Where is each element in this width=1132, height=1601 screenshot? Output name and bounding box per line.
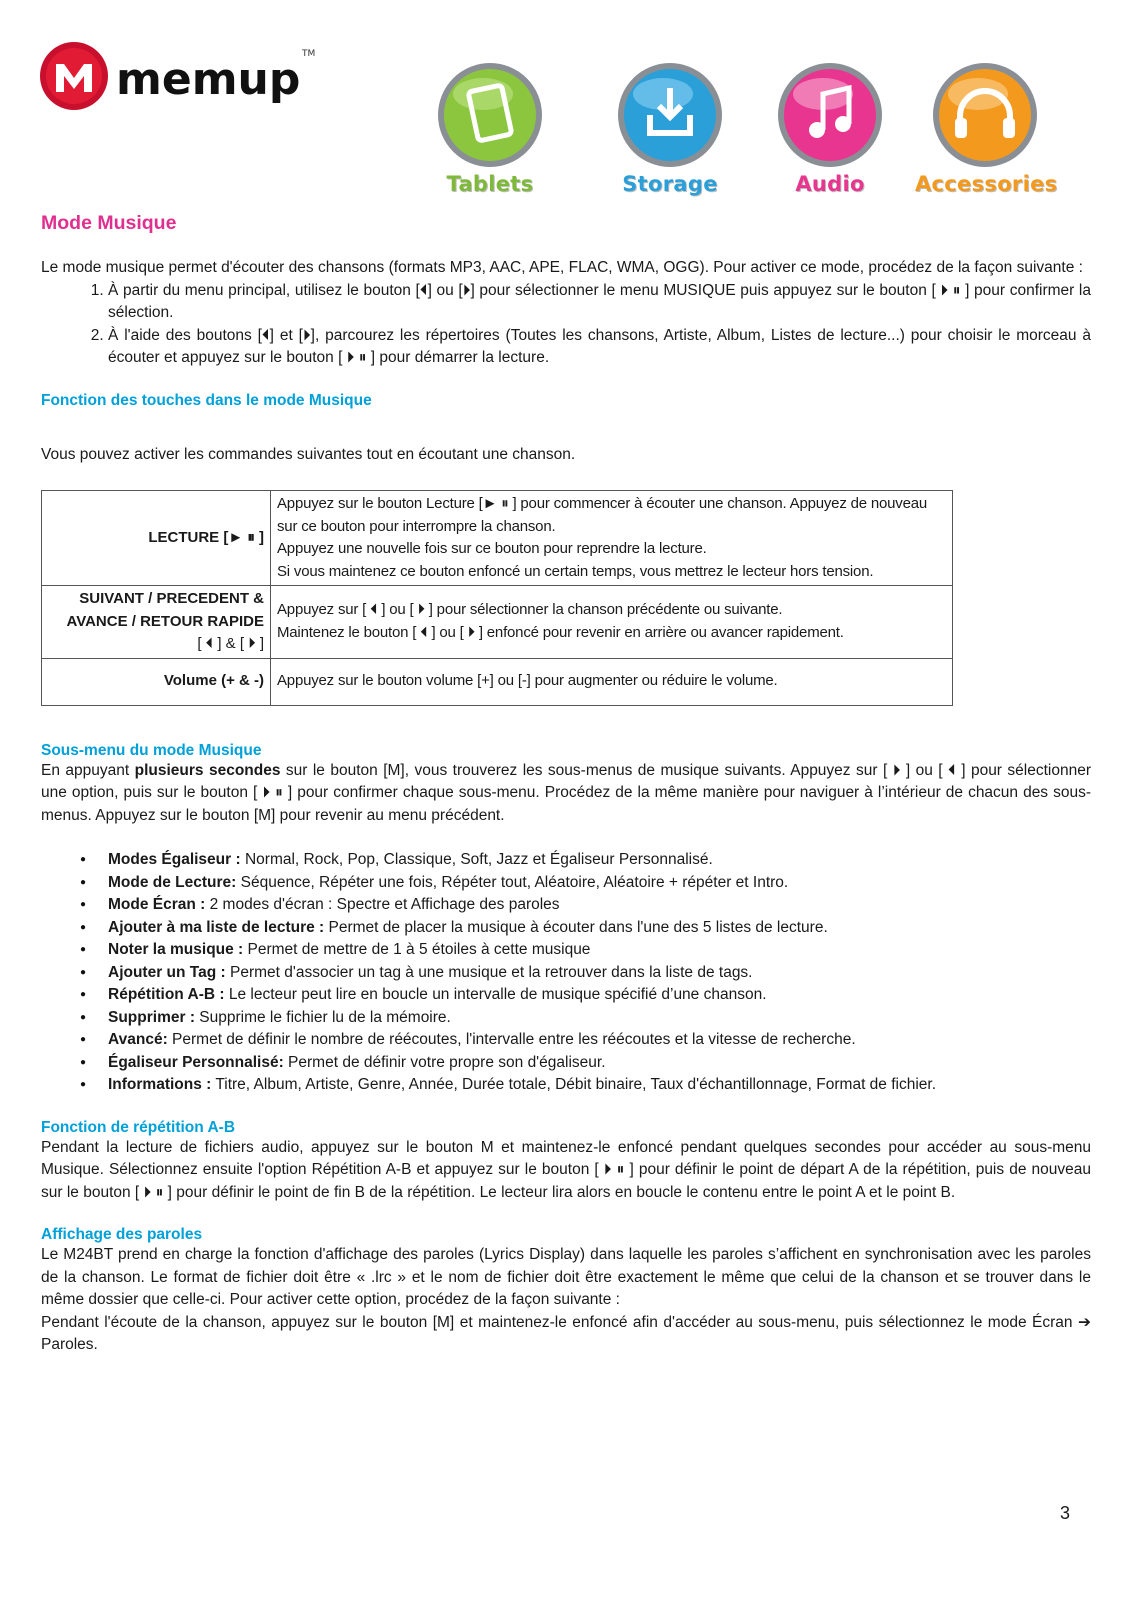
value-line: Appuyez une nouvelle fois sur ce bouton pour reprendre la lecture. [277, 540, 707, 557]
keys-heading: Fonction des touches dans le mode Musique [41, 391, 372, 409]
music-note-icon [775, 60, 885, 170]
ab-paragraph: Pendant la lecture de fichiers audio, appuyez sur le bouton M et maintenez-le enfoncé pendant quelques secondes pour accéder au sous-menu Musique. Sélectionnez ensuite l'option Répétition A-B et appuyez sur le bouton [ ⏵ ⏸ ] pour définir le point de départ A de la répétition, puis de nouveau sur le bouton [ ⏵ ⏸ ] pour définir le point de fin B de la répétition. Le lecteur lira alors en boucle le contenu entre le point A et le point B. [41, 1138, 1091, 1201]
tablet-icon [435, 60, 545, 170]
category-banner [420, 60, 1100, 210]
category-label-storage: Storage [622, 172, 718, 196]
key-cell: LECTURE [► ⏸ ] [42, 491, 271, 586]
table-row [42, 491, 953, 586]
list-item [108, 1029, 1091, 1052]
step-item: 1. À partir du menu principal, utilisez le bouton [⏴] ou [⏵] pour sélectionner le menu MUSIQUE puis appuyez sur le bouton [ ⏵ ⏸ ] pour confirmer la sélection. [108, 280, 1091, 325]
submenu-heading: Sous-menu du mode Musique [41, 741, 262, 759]
value-line: Si vous maintenez ce bouton enfoncé un certain temps, vous mettrez le lecteur hors tension. [277, 562, 874, 580]
headphones-icon [930, 60, 1040, 170]
value-cell [271, 658, 953, 705]
category-audio [760, 60, 900, 196]
item-text: Normal, Rock, Pop, Classique, Soft, Jazz et Égaliseur Personnalisé. [240, 851, 713, 868]
item-text: Permet d'associer un tag à une musique et la retrouver dans la liste de tags. [225, 963, 753, 981]
key-cell [42, 586, 271, 659]
submenu-bold: plusieurs secondes [134, 761, 281, 779]
item-text: Permet de définir le nombre de réécoutes, l'intervalle entre les réécoutes et la vitesse de recherche. [167, 1031, 856, 1048]
category-accessories [915, 60, 1058, 196]
page-title: Mode Musique [41, 212, 177, 234]
key-cell: Volume (+ & -) [42, 658, 271, 705]
key-sublabel: [ ⏴ ] & [ ⏵ ] [197, 635, 264, 652]
memup-logo [38, 40, 338, 120]
item-text: 2 modes d'écran : Spectre et Affichage des paroles [205, 896, 560, 913]
item-label: Avancé: [108, 1031, 168, 1048]
item-label: Supprimer : [108, 1008, 195, 1026]
list-item [108, 962, 1091, 985]
list-item [108, 872, 1091, 895]
item-label: Égaliseur Personnalisé: [108, 1053, 284, 1071]
item-text: Titre, Album, Artiste, Genre, Année, Durée totale, Débit binaire, Taux d'échantillonnage, Format de fichier. [211, 1076, 937, 1093]
item-label: Modes Égaliseur : [108, 851, 241, 868]
logo-trademark: TM [302, 49, 316, 59]
list-item [108, 1052, 1091, 1075]
item-text: Permet de définir votre propre son d'égaliseur. [283, 1053, 606, 1071]
submenu-paragraph [41, 760, 1091, 828]
category-tablets [420, 60, 560, 196]
list-item [108, 939, 1091, 962]
table-row [42, 586, 953, 659]
item-label: Mode Écran : [108, 896, 206, 913]
value-line: Appuyez sur [ ⏴ ] ou [ ⏵ ] pour sélectionner la chanson précédente ou suivante. [277, 601, 783, 619]
item-text: Permet de mettre de 1 à 5 étoiles à cette musique [243, 941, 591, 958]
value-line: Maintenez le bouton [ ⏴ ] ou [ ⏵ ] enfoncé pour revenir en arrière ou avancer rapidement. [277, 623, 844, 641]
item-text: Permet de placer la musique à écouter dans l'une des 5 listes de lecture. [324, 918, 828, 936]
item-text: Séquence, Répéter une fois, Répéter tout, Aléatoire, Aléatoire + répéter et Intro. [236, 873, 789, 891]
lyrics-paragraph: Le M24BT prend en charge la fonction d'affichage des paroles (Lyrics Display) dans laquelle les paroles s’affichent en synchronisation avec les paroles de la chanson. Le format de fichier doit être « .lrc » et le nom de fichier doit être exactement le même que celui de la chanson et se trouver dans le même dossier que celle-ci. Pour activer cette option, procédez de la façon suivante : [41, 1246, 1091, 1308]
submenu-text: sur le bouton [M], vous trouverez les sous-menus de musique suivants. Appuyez sur [ ⏵ ] ou [ ⏴ ] pour sélectionner une option, puis sur le bouton [ ⏵ ⏸ ] pour confirmer chaque sous-menu. Procédez de la même manière pour naviguer à l’intérieur de chacun des sous-menus. Appuyez sur le bouton [M] pour revenir au menu précédent. [41, 761, 1091, 824]
category-label-audio: Audio [795, 172, 865, 196]
submenu-list [41, 849, 1091, 1097]
logo-text: memup [116, 54, 301, 105]
item-label: Répétition A-B : [108, 986, 225, 1003]
category-label-tablets: Tablets [446, 172, 534, 196]
intro-paragraph: Le mode musique permet d'écouter des chansons (formats MP3, AAC, APE, FLAC, WMA, OGG). Pour activer ce mode, procédez de la façon suivante : [41, 259, 1083, 276]
list-item [108, 894, 1091, 917]
lyrics-heading: Affichage des paroles [41, 1226, 203, 1243]
item-label: Ajouter à ma liste de lecture : [108, 918, 325, 936]
list-item [108, 849, 1091, 872]
item-label: Noter la musique : [108, 941, 244, 958]
keys-table [41, 490, 953, 706]
category-label-accessories: Accessories [915, 172, 1058, 196]
steps-list [41, 280, 1091, 370]
item-label: Mode de Lecture: [108, 873, 237, 891]
value-line: Appuyez sur le bouton Lecture [► ⏸ ] pour commencer à écouter une chanson. Appuyez de nouveau sur ce bouton pour interrompre la chanson. [277, 495, 927, 535]
table-row [42, 658, 953, 705]
list-item [108, 1007, 1091, 1030]
step-item: 2. À l'aide des boutons [⏴] et [⏵], parcourez les répertoires (Toutes les chansons, Artiste, Album, Listes de lecture...) pour choisir le morceau à écouter et appuyez sur le bouton [ ⏵ ⏸ ] pour démarrer la lecture. [108, 325, 1091, 370]
list-item [108, 1074, 1091, 1097]
page-number: 3 [1059, 1503, 1070, 1523]
list-item [108, 984, 1091, 1007]
download-icon [615, 60, 725, 170]
lyrics-paragraph: Pendant l'écoute de la chanson, appuyez sur le bouton [M] et maintenez-le enfoncé afin d'accéder au sous-menu, puis sélectionnez le mode Écran ➔ Paroles. [41, 1313, 1091, 1353]
item-label: Ajouter un Tag : [108, 963, 226, 981]
item-text: Le lecteur peut lire en boucle un intervalle de musique spécifié d’une chanson. [224, 986, 767, 1003]
keys-intro: Vous pouvez activer les commandes suivantes tout en écoutant une chanson. [41, 445, 576, 463]
value-line: Appuyez sur le bouton volume [+] ou [-] pour augmenter ou réduire le volume. [277, 672, 778, 690]
value-cell [271, 586, 953, 659]
main-content [41, 212, 1091, 1357]
value-cell [271, 491, 953, 586]
category-storage [600, 60, 740, 196]
list-item [108, 917, 1091, 940]
item-label: Informations : [108, 1076, 212, 1093]
submenu-text: En appuyant [41, 761, 135, 779]
ab-heading: Fonction de répétition A-B [41, 1118, 236, 1136]
key-label: SUIVANT / PRECEDENT & AVANCE / RETOUR RAPIDE [66, 590, 264, 630]
item-text: Supprime le fichier lu de la mémoire. [194, 1008, 451, 1026]
